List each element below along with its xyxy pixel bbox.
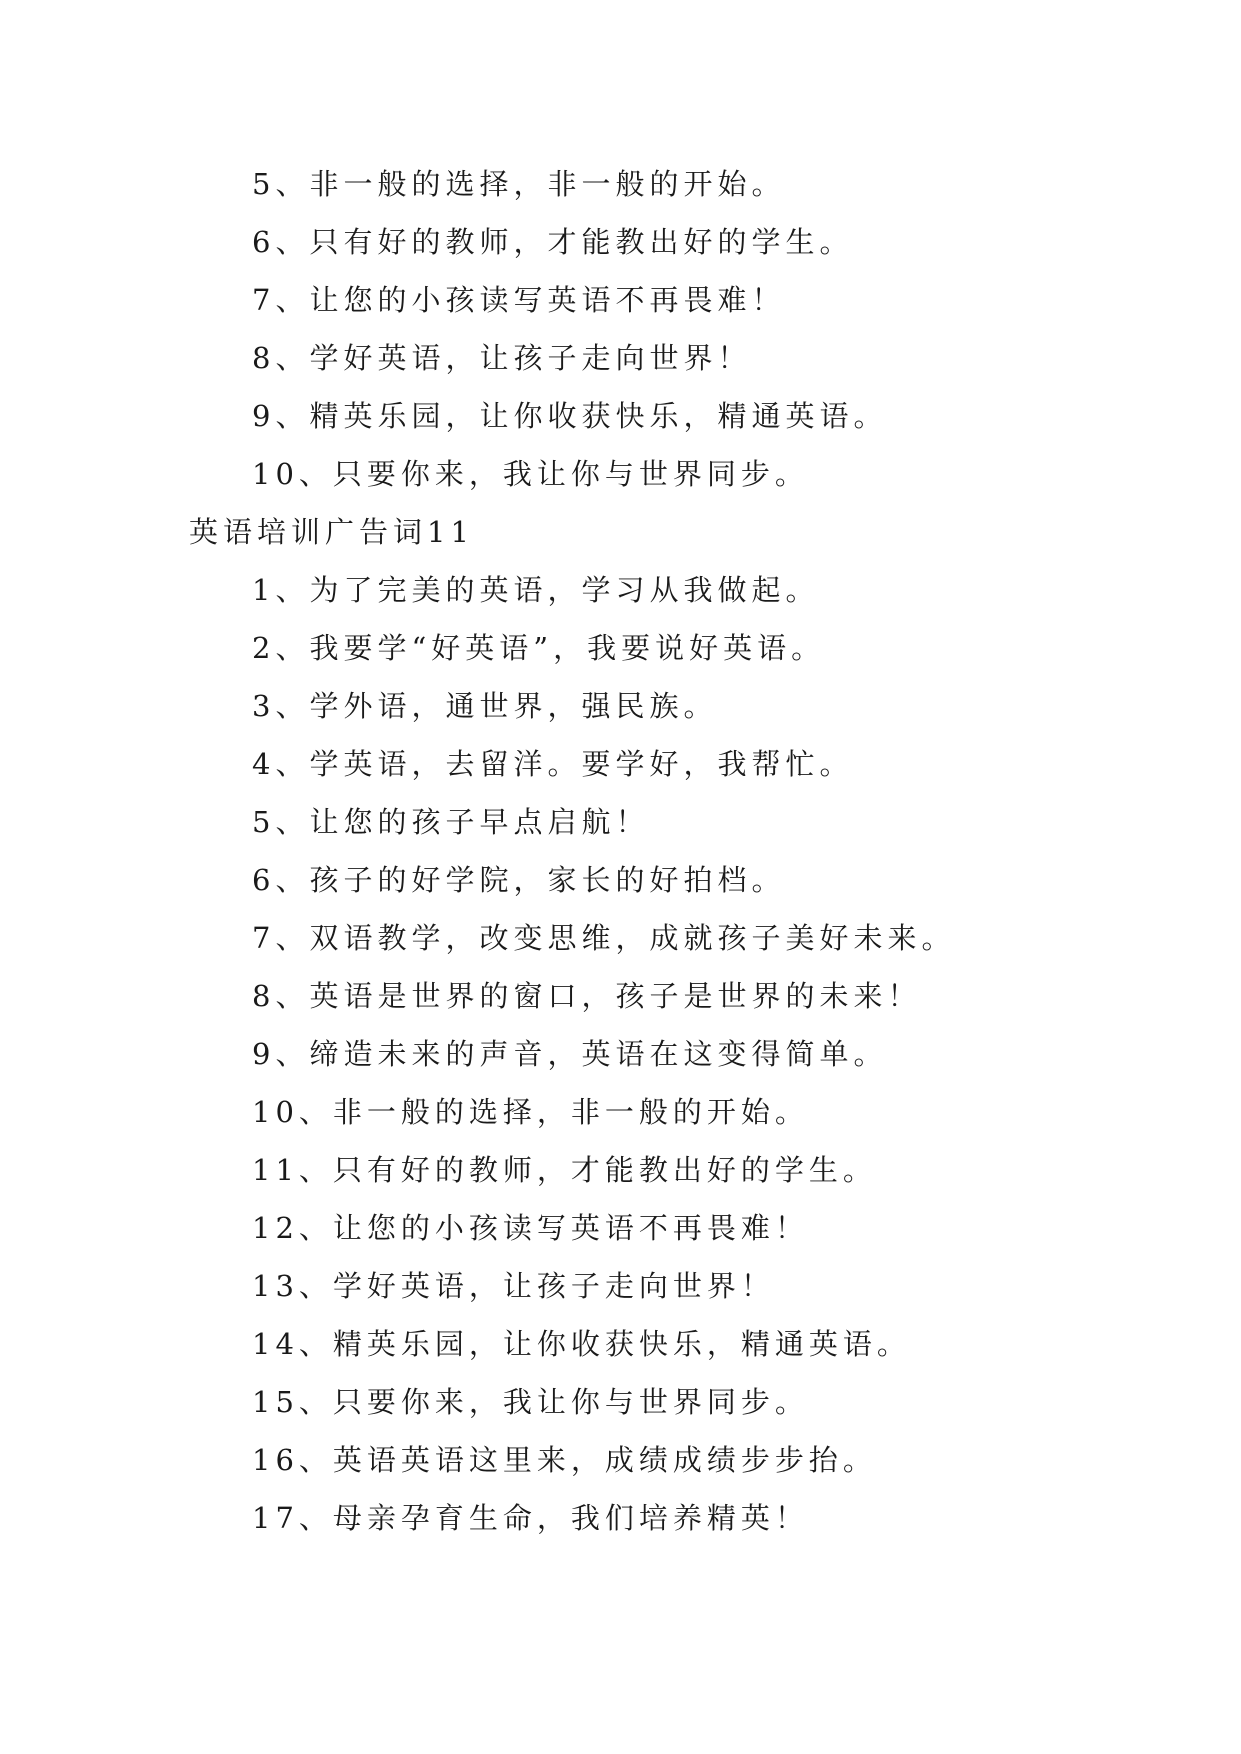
list-item: 12、让您的小孩读写英语不再畏难！ [252, 1211, 809, 1245]
list-item: 14、精英乐园，让你收获快乐，精通英语。 [252, 1327, 911, 1361]
list-item: 9、缔造未来的声音，英语在这变得简单。 [252, 1037, 888, 1071]
list-item: 1、为了完美的英语，学习从我做起。 [252, 573, 820, 607]
list-item: 6、只有好的教师，才能教出好的学生。 [252, 225, 854, 259]
list-item: 5、非一般的选择，非一般的开始。 [252, 167, 786, 201]
list-item: 17、母亲孕育生命，我们培养精英！ [252, 1501, 809, 1535]
list-item: 16、英语英语这里来，成绩成绩步步抬。 [252, 1443, 877, 1477]
list-item: 13、学好英语，让孩子走向世界！ [252, 1269, 775, 1303]
list-item: 4、学英语，去留洋。要学好，我帮忙。 [252, 747, 854, 781]
list-item: 7、双语教学，改变思维，成就孩子美好未来。 [252, 921, 956, 955]
list-item: 3、学外语，通世界，强民族。 [252, 689, 718, 723]
list-item: 5、让您的孩子早点启航！ [252, 805, 650, 839]
section-heading: 英语培训广告词11 [189, 515, 474, 549]
list-item: 8、学好英语，让孩子走向世界！ [252, 341, 752, 375]
list-item: 7、让您的小孩读写英语不再畏难！ [252, 283, 786, 317]
list-item: 11、只有好的教师，才能教出好的学生。 [252, 1153, 877, 1187]
list-item: 6、孩子的好学院，家长的好拍档。 [252, 863, 786, 897]
list-item: 2、我要学“好英语”，我要说好英语。 [252, 631, 826, 665]
list-item: 15、只要你来，我让你与世界同步。 [252, 1385, 809, 1419]
list-item: 10、非一般的选择，非一般的开始。 [252, 1095, 809, 1129]
list-item: 9、精英乐园，让你收获快乐，精通英语。 [252, 399, 888, 433]
list-item: 8、英语是世界的窗口，孩子是世界的未来！ [252, 979, 922, 1013]
list-item: 10、只要你来，我让你与世界同步。 [252, 457, 809, 491]
